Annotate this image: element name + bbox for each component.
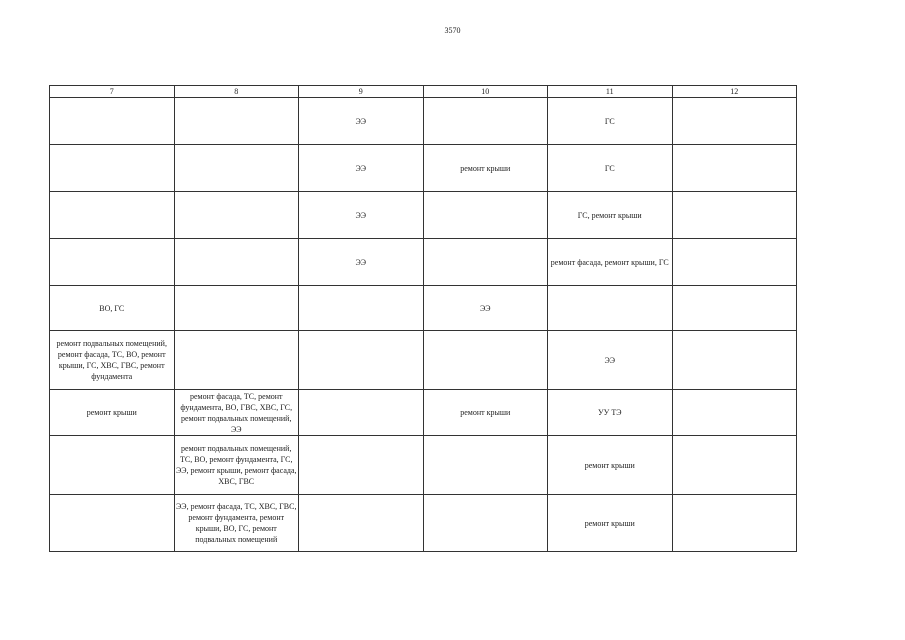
table-cell <box>299 390 424 436</box>
table-row <box>50 192 797 239</box>
table-cell <box>174 98 299 145</box>
table-cell <box>50 145 175 192</box>
table-cell <box>423 98 548 145</box>
table-cell <box>548 286 673 331</box>
table-row <box>50 239 797 286</box>
table-cell <box>672 98 797 145</box>
schedule-table <box>49 85 797 552</box>
table-cell: ремонт крыши <box>423 390 548 436</box>
table-cell <box>174 331 299 390</box>
table-cell <box>423 192 548 239</box>
table-cell <box>50 239 175 286</box>
table-cell: ремонт крыши <box>548 436 673 495</box>
table-cell <box>672 192 797 239</box>
table-cell <box>299 436 424 495</box>
table-cell <box>50 98 175 145</box>
table-cell <box>672 331 797 390</box>
table-cell: ремонт подвальных помещений, ТС, ВО, ремонт фундамента, ГС, ЭЭ, ремонт крыши, ремонт фасада, ХВС, ГВС <box>174 436 299 495</box>
table-cell <box>50 436 175 495</box>
table-cell <box>174 239 299 286</box>
table-row <box>50 436 797 495</box>
column-header: 7 <box>50 86 175 98</box>
table-cell: ГС <box>548 98 673 145</box>
table-cell: ЭЭ <box>299 98 424 145</box>
table-cell <box>423 436 548 495</box>
page-number: 3570 <box>444 26 461 35</box>
table-cell: УУ ТЭ <box>548 390 673 436</box>
table-cell: ЭЭ <box>548 331 673 390</box>
column-header: 12 <box>672 86 797 98</box>
table-cell <box>299 495 424 552</box>
column-header: 8 <box>174 86 299 98</box>
table-row <box>50 145 797 192</box>
table-cell: ремонт крыши <box>548 495 673 552</box>
table-cell <box>672 145 797 192</box>
table-cell <box>672 286 797 331</box>
table-cell <box>174 145 299 192</box>
table-cell: ремонт крыши <box>423 145 548 192</box>
table-cell: ЭЭ <box>299 192 424 239</box>
table-cell: ВО, ГС <box>50 286 175 331</box>
table-cell: ЭЭ <box>423 286 548 331</box>
table-cell: ремонт фасада, ремонт крыши, ГС <box>548 239 673 286</box>
table-row <box>50 286 797 331</box>
table-cell <box>423 495 548 552</box>
column-header: 10 <box>423 86 548 98</box>
table-body <box>50 98 797 552</box>
table-cell: ЭЭ <box>299 239 424 286</box>
table-cell <box>672 239 797 286</box>
table-cell: ЭЭ, ремонт фасада, ТС, ХВС, ГВС, ремонт фундамента, ремонт крыши, ВО, ГС, ремонт подвальных помещений <box>174 495 299 552</box>
table-cell <box>672 495 797 552</box>
table-cell <box>299 331 424 390</box>
table-cell <box>672 390 797 436</box>
table-row <box>50 495 797 552</box>
table-cell <box>174 286 299 331</box>
column-header: 11 <box>548 86 673 98</box>
table-cell: ЭЭ <box>299 145 424 192</box>
table-cell <box>50 192 175 239</box>
table-cell: ГС <box>548 145 673 192</box>
table-cell <box>423 239 548 286</box>
header-row <box>50 86 797 98</box>
table-row <box>50 390 797 436</box>
table-cell <box>672 436 797 495</box>
table-cell: ремонт подвальных помещений, ремонт фасада, ТС, ВО, ремонт крыши, ГС, ХВС, ГВС, ремонт фундамента <box>50 331 175 390</box>
table-cell: ремонт фасада, ТС, ремонт фундамента, ВО, ГВС, ХВС, ГС, ремонт подвальных помещений, ЭЭ <box>174 390 299 436</box>
table-cell <box>299 286 424 331</box>
column-header: 9 <box>299 86 424 98</box>
table-row <box>50 331 797 390</box>
table-cell <box>423 331 548 390</box>
table-row <box>50 98 797 145</box>
table-cell <box>174 192 299 239</box>
table-cell: ГС, ремонт крыши <box>548 192 673 239</box>
table-cell: ремонт крыши <box>50 390 175 436</box>
table-cell <box>50 495 175 552</box>
